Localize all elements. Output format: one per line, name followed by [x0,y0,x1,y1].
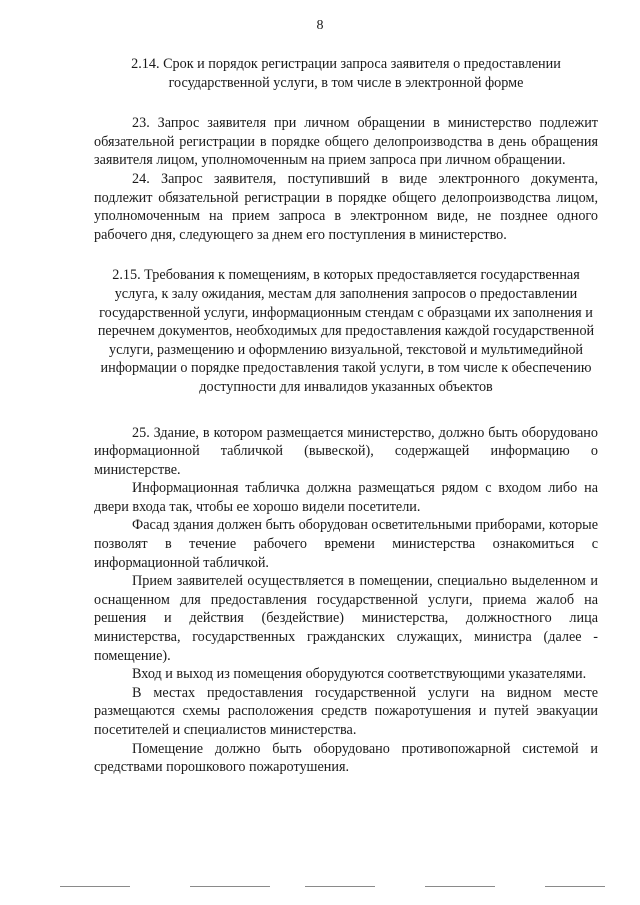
section-2-14-heading: 2.14. Срок и порядок регистрации запроса заявителя о предоставлении государственной услуги, в том числе в электронной форме [131,56,561,91]
paragraph-23: 23. Запрос заявителя при личном обращении в министерство подлежит обязательной регистрации в порядке общего делопроизводства в день обращения заявителя лицом, уполномоченным на прием запроса при личном обращении. [94,115,598,169]
paragraph-facade-lighting: Фасад здания должен быть оборудован осветительными приборами, которые позволят в течение рабочего времени министерства ознакомиться с информационной табличкой. [94,517,598,571]
paragraph-entrance-signs: Вход и выход из помещения оборудуются соответствующими указателями. [132,666,587,683]
paragraph-reception-premises: Прием заявителей осуществляется в помещении, специально выделенном и оснащенном для предоставления государственной услуги, приема жалоб на решения и действия (бездействие) министерства, должностного лица министерства, государственных гражданских служащих, министра (далее - помещение). [94,573,598,664]
paragraph-evacuation-schemes: В местах предоставления государственной услуги на видном месте размещаются схемы расположения средств пожаротушения и путей эвакуации посетителей и специалистов министерства. [94,684,598,738]
scan-artifact-line [545,886,605,887]
page-number: 8 [316,18,324,33]
scan-artifact-line [425,886,495,887]
paragraph-24: 24. Запрос заявителя, поступивший в виде электронного документа, подлежит обязательной регистрации в порядке общего делопроизводства лицом, уполномоченным на прием запроса в электронном виде, не позднее одного рабочего дня, следующего за днем его поступления в министерство. [94,170,598,243]
section-2-15-heading: 2.15. Требования к помещениям, в которых предоставляется государственная услуга, к залу ожидания, местам для заполнения запросов о предоставлении государственной услуги, информационным стендам с образцами их заполнения и перечнем документов, необходимых для предоставления каждой государственной услуги, размещению и оформлению визуальной, текстовой и мультимедийной информации о порядке предоставления такой услуги, в том числе к обеспечению доступности для инвалидов указанных объектов [97,267,595,395]
paragraph-25: 25. Здание, в котором размещается министерство, должно быть оборудовано информационной табличкой (вывеской), содержащей информацию о министерстве. [94,424,598,478]
scan-artifact-line [305,886,375,887]
document-body [94,55,598,777]
paragraph-fire-safety: Помещение должно быть оборудовано противопожарной системой и средствами порошкового пожаротушения. [94,740,598,776]
scan-artifact-line [190,886,270,887]
scan-artifact-line [60,886,130,887]
paragraph-signboard-placement: Информационная табличка должна размещаться рядом с входом либо на двери входа так, чтобы ее хорошо видели посетители. [94,480,598,515]
